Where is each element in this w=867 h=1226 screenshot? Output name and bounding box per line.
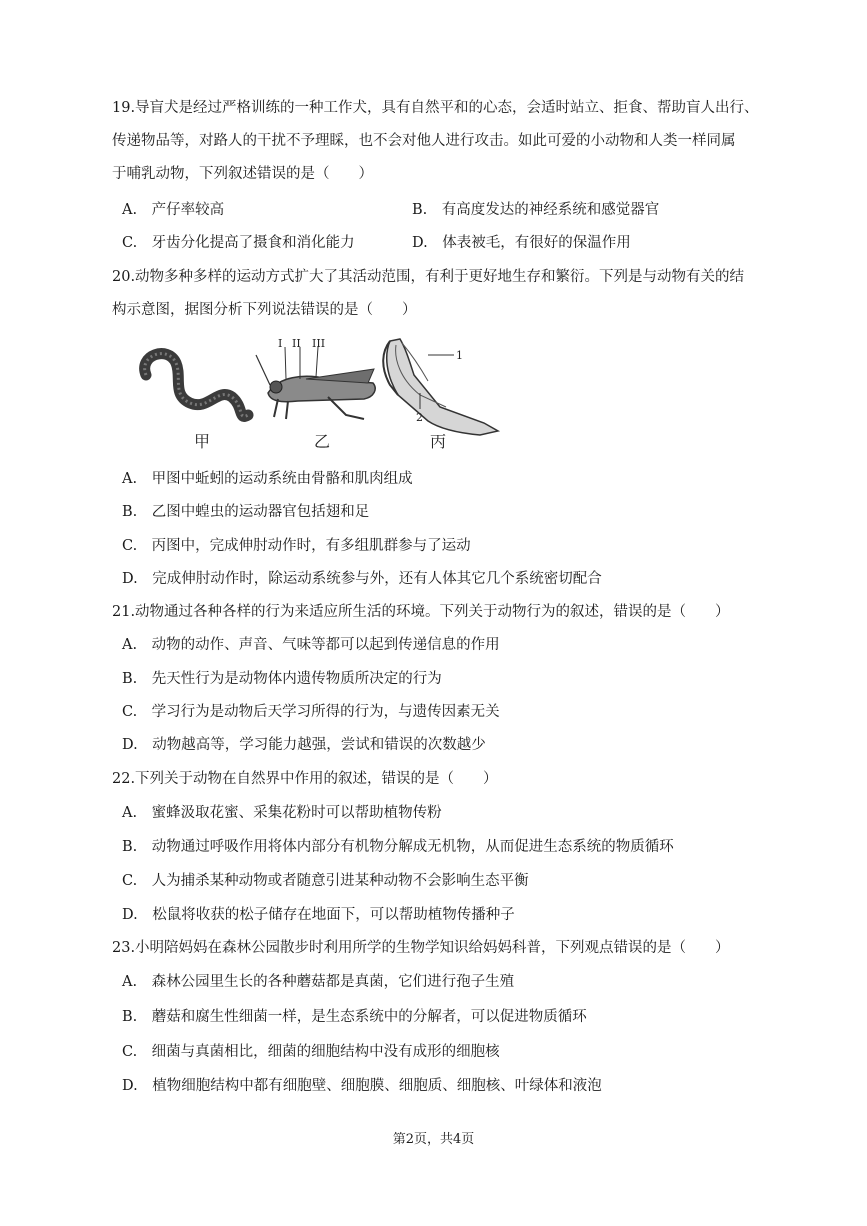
q19-stem-line1: 19.导盲犬是经过严格训练的一种工作犬，具有自然平和的心态，会适时站立、拒食、帮助盲人出行、 — [112, 100, 759, 116]
fig-label-ii: II — [292, 337, 301, 350]
page-number-footer: 第2页，共4页 — [392, 1132, 475, 1147]
q22-option-b: B. 动物通过呼吸作用将体内部分有机物分解成无机物，从而促进生态系统的物质循环 — [122, 839, 674, 855]
q21-option-d: D. 动物越高等，学习能力越强，尝试和错误的次数越少 — [122, 737, 486, 753]
q19-stem-line2: 传递物品等，对路人的干扰不予理睬，也不会对他人进行攻击。如此可爱的小动物和人类一样同属 — [112, 133, 736, 149]
q23-stem-line1: 23.小明陪妈妈在森林公园散步时利用所学的生物学知识给妈妈科普，下列观点错误的是（ ） — [112, 940, 730, 956]
q22-option-c: C. 人为捕杀某种动物或者随意引进某种动物不会影响生态平衡 — [122, 873, 529, 889]
q23-option-d: D. 植物细胞结构中都有细胞壁、细胞膜、细胞质、细胞核、叶绿体和液泡 — [122, 1078, 602, 1094]
fig-label-2: 2 — [416, 411, 423, 424]
q21-option-b: B. 先天性行为是动物体内遗传物质所决定的行为 — [122, 671, 442, 687]
q19-stem-line3: 于哺乳动物，下列叙述错误的是（ ） — [112, 166, 373, 182]
fig-label-yi: 乙 — [314, 432, 331, 451]
q23-option-b: B. 蘑菇和腐生性细菌一样，是生态系统中的分解者，可以促进物质循环 — [122, 1009, 587, 1025]
q20-option-b: B. 乙图中蝗虫的运动器官包括翅和足 — [122, 504, 370, 520]
earthworm-illustration — [145, 354, 248, 417]
q21-option-c: C. 学习行为是动物后天学习所得的行为，与遗传因素无关 — [122, 704, 500, 720]
grasshopper-illustration — [256, 347, 375, 419]
q19-option-a: A. 产仔率较高 — [122, 202, 225, 218]
q20-stem-line2: 构示意图，据图分析下列说法错误的是（ ） — [112, 302, 417, 318]
q22-option-a: A. 蜜蜂汲取花蜜、采集花粉时可以帮助植物传粉 — [122, 805, 442, 821]
q22-option-d: D. 松鼠将收获的松子储存在地面下，可以帮助植物传播种子 — [122, 907, 515, 923]
q22-stem-line1: 22.下列关于动物在自然界中作用的叙述，错误的是（ ） — [112, 771, 498, 787]
q21-option-a: A. 动物的动作、声音、气味等都可以起到传递信息的作用 — [122, 637, 500, 653]
q23-option-c: C. 细菌与真菌相比，细菌的细胞结构中没有成形的细胞核 — [122, 1044, 500, 1060]
fig-label-1: 1 — [456, 349, 463, 362]
animal-structure-figure — [128, 335, 528, 455]
q19-option-d: D. 体表被毛，有很好的保温作用 — [412, 235, 631, 251]
q20-option-d: D. 完成伸肘动作时，除运动系统参与外，还有人体其它几个系统密切配合 — [122, 571, 602, 587]
q20-option-c: C. 丙图中，完成伸肘动作时，有多组肌群参与了运动 — [122, 538, 471, 554]
fig-label-bing: 丙 — [430, 432, 447, 451]
q19-option-c: C. 牙齿分化提高了摄食和消化能力 — [122, 235, 355, 251]
q20-stem-line1: 20.动物多种多样的运动方式扩大了其活动范围，有利于更好地生存和繁衍。下列是与动物有关的结 — [112, 269, 745, 285]
fig-label-iii: III — [312, 337, 326, 350]
q20-option-a: A. 甲图中蚯蚓的运动系统由骨骼和肌肉组成 — [122, 471, 413, 487]
arm-muscle-illustration — [383, 339, 498, 435]
fig-label-jia: 甲 — [194, 432, 211, 451]
q23-option-a: A. 森林公园里生长的各种蘑菇都是真菌，它们进行孢子生殖 — [122, 974, 515, 990]
q19-option-b: B. 有高度发达的神经系统和感觉器官 — [412, 202, 660, 218]
q21-stem-line1: 21.动物通过各种各样的行为来适应所生活的环境。下列关于动物行为的叙述，错误的是（ ） — [112, 604, 730, 620]
fig-label-i: I — [278, 337, 283, 350]
